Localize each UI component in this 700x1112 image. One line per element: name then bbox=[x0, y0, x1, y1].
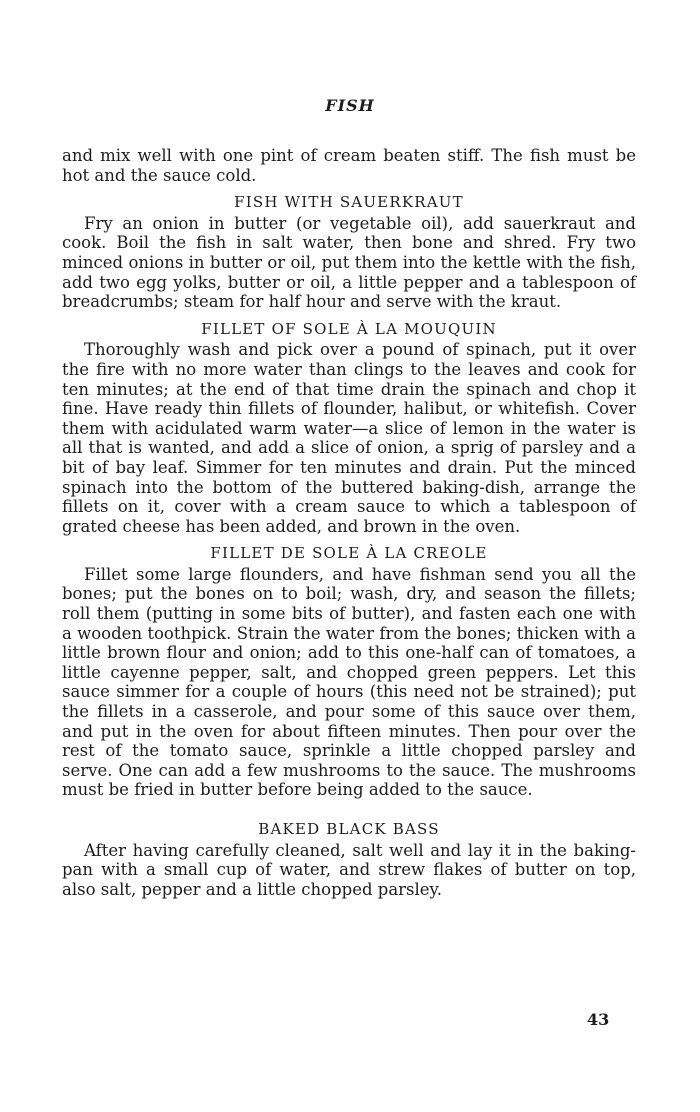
recipe-title-fillet-of-sole-mouquin: FILLET OF SOLE À LA MOUQUIN bbox=[201, 319, 497, 338]
recipe-text-fish-with-sauerkraut: Fry an onion in butter (or vegetable oil), add sauerkraut and cook. Boil the fish in salt water, then bone and shred. Fry two minced onions in butter or oil, put them into the kettle with the fish, add two egg yolks, butter or oil, a little pepper and a tablespoon of breadcrumbs; steam for half hour and serve with the kraut. bbox=[62, 213, 636, 312]
recipe-title-fish-with-sauerkraut: FISH WITH SAUERKRAUT bbox=[234, 193, 464, 212]
recipe-text-baked-black-bass: After having carefully cleaned, salt well and lay it in the baking-pan with a small cup of water, and strew flakes of butter on top, also salt, pepper and a little chopped parsley. bbox=[62, 840, 636, 899]
page-number: 43 bbox=[587, 1010, 610, 1029]
recipe-text-fillet-of-sole-mouquin: Thoroughly wash and pick over a pound of spinach, put it over the fire with no more water than clings to the leaves and cook for ten minutes; at the end of that time drain the spinach and chop it fine. Have ready thin fillets of flounder, halibut, or whitefish. Cover them with acidulated warm water—a slice of lemon in the water is all that is wanted, and add a slice of onion, a sprig of parsley and a bit of bay leaf. Simmer for ten minutes and drain. Put the minced spinach into the bottom of the buttered baking-dish, arrange the fillets on it, cover with a cream sauce to which a tablespoon of grated cheese has been added, and brown in the oven. bbox=[62, 340, 636, 536]
recipe-title-fillet-de-sole-creole: FILLET DE SOLE À LA CREOLE bbox=[210, 544, 488, 563]
recipe-title-baked-black-bass: BAKED BLACK BASS bbox=[258, 820, 440, 838]
continued-paragraph: and mix well with one pint of cream beaten stiff. The fish must be hot and the sauce cold. bbox=[62, 146, 636, 185]
recipe-text-fillet-de-sole-creole: Fillet some large flounders, and have fishman send you all the bones; put the bones on to boil; wash, dry, and season the fillets; roll them (putting in some bits of butter), and fasten each one with a wooden toothpick. Strain the water from the bones; thicken with a little brown flour and onion; add to this one-half can of tomatoes, a little cayenne pepper, salt, and chopped green peppers. Let this sauce simmer for a couple of hours (this need not be strained); put the fillets in a casserole, and pour some of this sauce over them, and put in the oven for about fifteen minutes. Then pour over the rest of the tomato sauce, sprinkle a little chopped parsley and serve. One can add a few mushrooms to the sauce. The mushrooms must be fried in butter before being added to the sauce. bbox=[62, 564, 636, 800]
running-head: FISH bbox=[325, 96, 375, 115]
page-body bbox=[62, 146, 636, 899]
